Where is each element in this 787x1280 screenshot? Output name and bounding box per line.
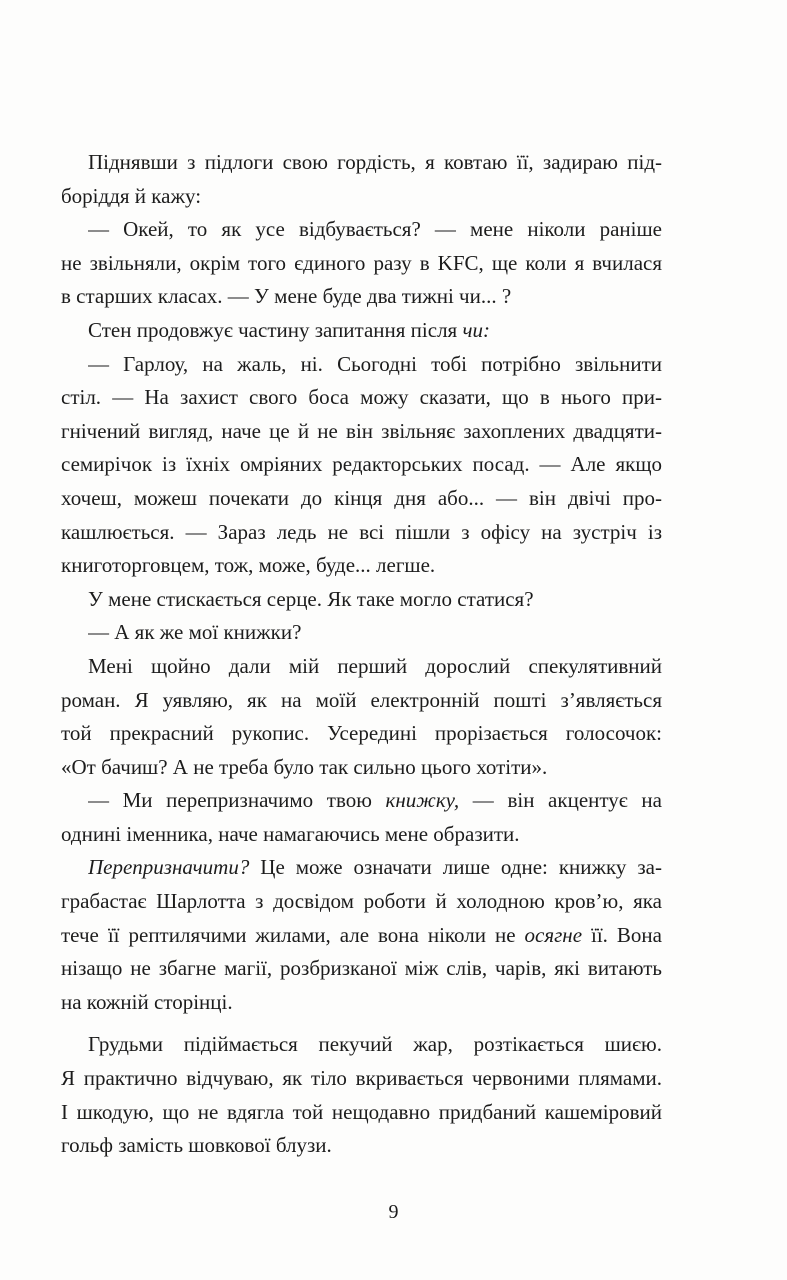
italic-text: осягне (524, 922, 583, 947)
text-line (88, 348, 662, 382)
text-line (61, 516, 662, 550)
text-run: не звільняли, окрім того єдиного разу в KFC, ще коли я вчилася (61, 250, 662, 275)
text-line (61, 381, 662, 415)
text-run: Я практично відчуваю, як тіло вкривається червоними плямами. (61, 1066, 662, 1091)
text-line (61, 415, 662, 449)
text-line (61, 751, 662, 785)
text-run: — він акцентує на (459, 788, 662, 813)
text-run: однині іменника, наче намагаючись мене образити. (61, 821, 520, 846)
italic-text: книжку, (385, 788, 460, 813)
text-line (61, 1129, 662, 1163)
text-line (61, 717, 662, 751)
text-line (88, 1028, 662, 1062)
text-run: «От бачиш? А не треба було так сильно цього хотіти». (61, 754, 548, 779)
paragraph (88, 616, 662, 650)
italic-text: Перепризначити? (88, 855, 250, 880)
text-run: роман. Я уявляю, як на моїй електронній пошті з’являється (61, 687, 662, 712)
text-line (88, 616, 662, 650)
text-line (61, 1096, 662, 1130)
text-run: — Окей, то як усе відбувається? — мене ніколи раніше (88, 217, 662, 242)
paragraph (61, 650, 662, 784)
text-line (61, 247, 662, 281)
text-run: грабастає Шарлотта з досвідом роботи й холодною кров’ю, яка (61, 889, 662, 914)
text-run: тече її рептилячими жилами, але вона ніколи не (61, 922, 525, 947)
text-line (61, 885, 662, 919)
text-line (88, 650, 662, 684)
text-line (88, 314, 662, 348)
text-run: Піднявши з підлоги свою гордість, я ковтаю її, задираю під- (88, 150, 662, 174)
text-run: — Ми перепризначимо твою (88, 788, 386, 813)
text-run: гольф замість шовкової блузи. (61, 1133, 332, 1158)
text-line (88, 583, 662, 617)
text-line (61, 1062, 662, 1096)
text-run: стіл. — На захист свого боса можу сказати, що в нього при- (61, 385, 662, 410)
text-line (88, 213, 662, 247)
text-line (61, 952, 662, 986)
text-run: Стен продовжує частину запитання після (88, 317, 463, 342)
paragraph (61, 213, 662, 314)
text-run: — Гарлоу, на жаль, ні. Сьогодні тобі потрібно звільнити (88, 351, 662, 376)
paragraph (88, 314, 662, 348)
text-run: Грудьми підіймається пекучий жар, розтікається шиєю. (88, 1032, 662, 1057)
italic-text: чи: (462, 317, 490, 342)
paragraph (61, 851, 662, 1019)
paragraph-gap (88, 1019, 662, 1028)
text-run: нізащо не збагне магії, розбризканої між слів, чарів, які витають (61, 956, 662, 981)
text-run: в старших класах. — У мене буде два тижні чи... ? (61, 284, 512, 309)
text-line (88, 146, 662, 180)
text-line (88, 784, 662, 818)
text-run: на кожній сторінці. (61, 989, 233, 1014)
paragraph (61, 348, 662, 583)
text-run: Це може означати лише одне: книжку за- (249, 855, 662, 880)
text-line (88, 851, 662, 885)
text-run: гнічений вигляд, наче це й не він звільняє захоплених двадцяти- (61, 418, 662, 443)
paragraph (61, 146, 662, 213)
text-line (61, 549, 662, 583)
text-run: Мені щойно дали мій перший дорослий спекулятивний (88, 653, 662, 678)
paragraph (88, 583, 662, 617)
body-text (61, 146, 662, 1163)
text-line (61, 482, 662, 516)
text-run: кашлюється. — Зараз ледь не всі пішли з офісу на зустріч із (61, 519, 662, 544)
text-run: книготорговцем, тож, може, буде... легше. (61, 553, 436, 578)
text-run: її. Вона (582, 922, 662, 947)
paragraph (61, 1028, 662, 1162)
text-run: І шкодую, що не вдягла той нещодавно придбаний кашеміровий (61, 1099, 662, 1124)
page-number: 9 (388, 1201, 399, 1223)
text-line (61, 684, 662, 718)
text-run: семирічок із їхніх омріяних редакторських посад. — Але якщо (61, 452, 662, 477)
text-line (61, 180, 662, 214)
text-line (61, 986, 662, 1020)
text-run: У мене стискається серце. Як таке могло статися? (88, 586, 534, 611)
text-line (61, 280, 662, 314)
text-line (61, 818, 662, 852)
text-run: — А як же мої книжки? (88, 620, 302, 645)
text-run: хочеш, можеш почекати до кінця дня або... — він двічі про- (61, 485, 662, 510)
text-run: боріддя й кажу: (61, 183, 202, 208)
paragraph (61, 784, 662, 851)
text-run: той прекрасний рукопис. Усередині прорізається голосочок: (61, 721, 662, 746)
text-line (61, 448, 662, 482)
text-line (61, 919, 662, 953)
